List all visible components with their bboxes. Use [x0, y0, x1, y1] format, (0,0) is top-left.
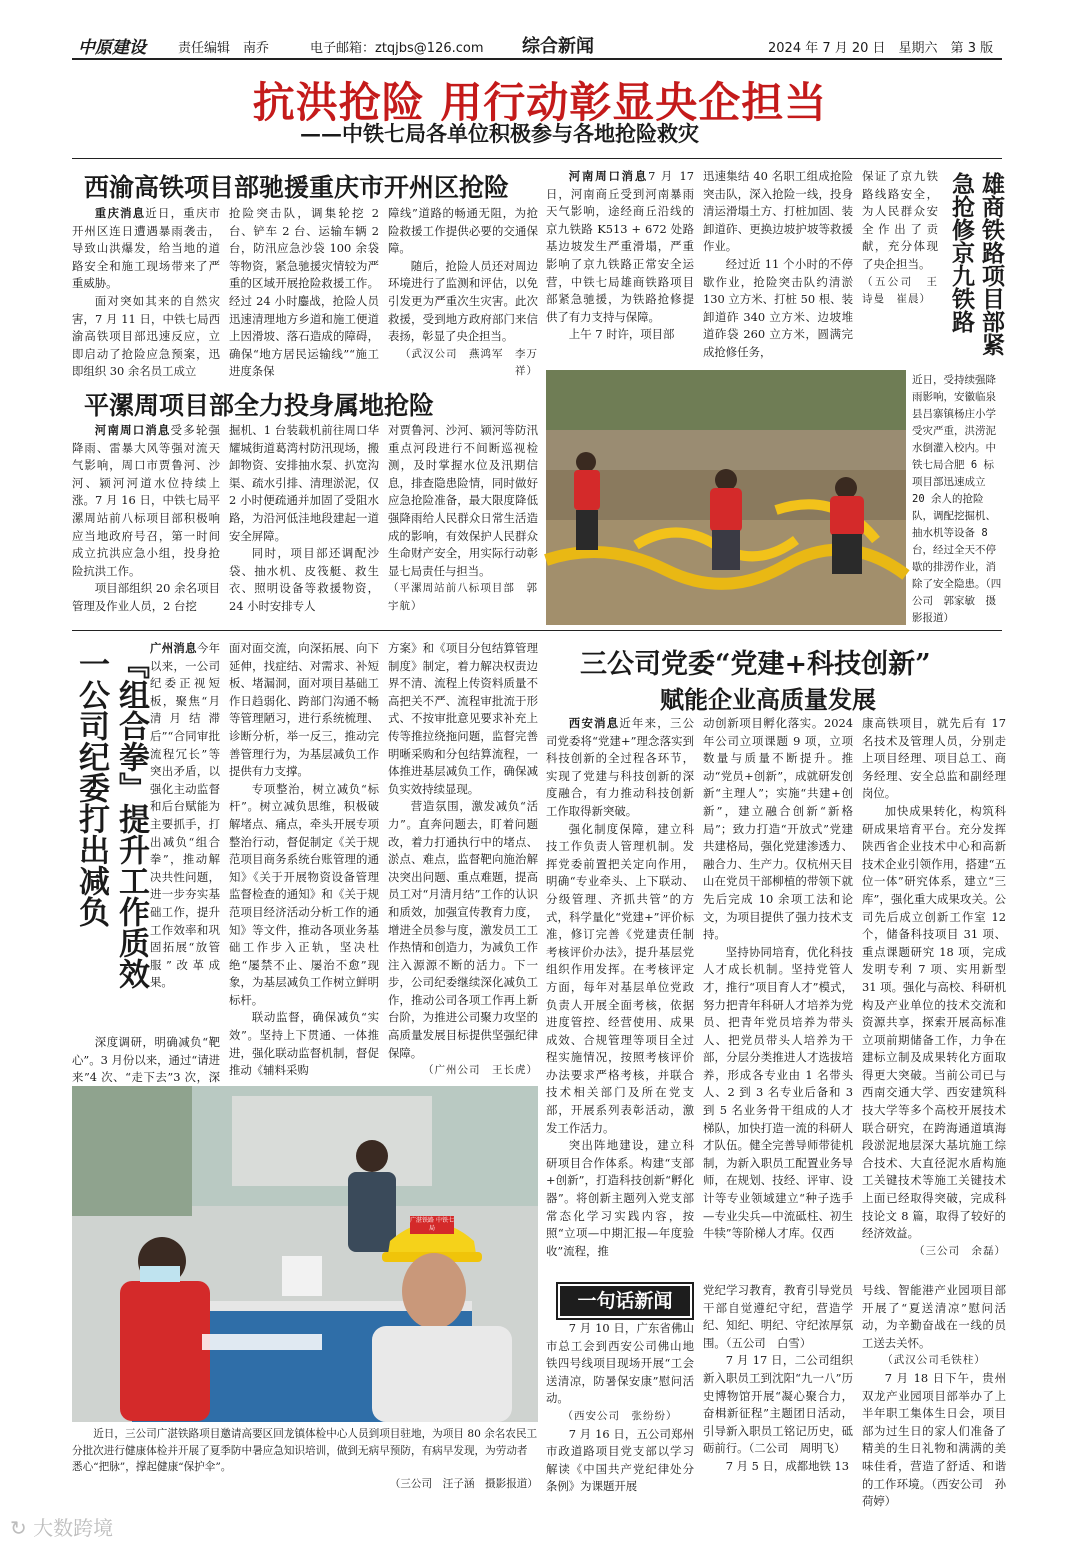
- lead-title: 抗洪抢险 用行动彰显央企担当: [252, 78, 828, 127]
- paragraph: 强化制度保障，建立科技工作负责人管理机制。发挥党委前置把关定向作用，明确“专业牵头、上下联动、分级管理、齐抓共管”的方式，科学量化“党建+”评价标准，修订完善《党建责任制考核评价办法》，提升基层党组织作用发挥。在考核评定方面，每年对基层单位党政负责人开展全面考核，依据进度管控、经营使用、成果成效、合规管理等项目全过程实施情况，按照考核评价办法要求严格考核，并联合技术相关部门及所在党支部，开展系列表彰活动，激发工作活力。: [546, 821, 694, 1135]
- paragraph: 对贾鲁河、沙河、颍河等防汛重点河段进行不间断巡视检测，及时掌握水位及汛期信息，排查隐患险情，同时做好应急抢险准备，最大限度降低强降雨给人民群众日常生活造成的影响，有效保护人民群众生命财产安全，用实际行动彰显七局责任与担当。: [388, 423, 538, 578]
- dateline: 河南周口消息: [94, 423, 171, 437]
- byline: （平漯周站前八标项目部 郭宇航）: [388, 582, 538, 612]
- paragraph: 联动监督，确保减负“实效”。坚持上下贯通、一体推进，强化联动监督机制，督促推动《辅料采购: [229, 1010, 379, 1078]
- story-guangzhou-col3: [388, 640, 538, 1080]
- watermark-text: 大数跨境: [33, 1516, 114, 1540]
- paragraph: 营造氛围，激发减负“活力”。直奔问题去，盯着问题改，着力打通执行中的堵点、淤点、难点，监督靶向施治解决突出问题、重点难题，提高员工对“月清月结”工作的认识和质效，加强宣传教育力度，增进全员参与度，激发员工工作热情和创造力，为减负工作注入源源不断的活力。下一步，公司纪委继续深化减负工作，推动公司各项工作再上新台阶，为推进公司聚力攻坚的高质量发展目标提供坚强纪律保障。: [388, 799, 538, 1060]
- paragraph: 障线”道路的畅通无阻，为抢险救援工作提供必要的交通保障。: [388, 206, 538, 256]
- byline: （武汉公司毛铁柱）: [882, 1354, 986, 1367]
- flood-rescue-photo: [546, 370, 906, 625]
- paragraph: 项目部组织 20 余名项目管理及作业人员，2 台挖: [72, 581, 220, 613]
- paragraph: 受多轮强降雨、雷暴大风等强对流天气影响，周口市贾鲁河、沙河、颍河河道水位持续上涨。7 月 16 日，中铁七局平漯周站前八标项目部积极响应当地政府号召，第一时间成立抗洪应急小组，投身抢险抗洪工作。: [72, 423, 220, 578]
- health-photo-credit: （三公司 汪子涵 摄影报道）: [389, 1478, 538, 1490]
- helmet-label: 广湛铁路 中铁七局: [410, 1217, 454, 1232]
- health-check-photo: [72, 1086, 538, 1422]
- paragraph: 7 月 10 日，广东省佛山市总工会到西安公司佛山地铁四号线项目现场开展“工会送清凉，防暑保安康”慰问活动。: [546, 1321, 694, 1406]
- header-rule: [72, 58, 1002, 60]
- paragraph: 面对突如其来的自然灾害，7 月 11 日，中铁七局西渝高铁项目部迅速反应，立即启动了抢险应急预案，迅即组织 30 余名员工成立: [72, 293, 220, 379]
- story-zhoukou-col1: [72, 422, 220, 622]
- news-brief-col3: [862, 1282, 1006, 1532]
- paragraph: 随后，抢险人员还对周边环境进行了监测和评估，以免引发更为严重次生灾害。此次救援，受到地方政府部门来信表扬，彰显了央企担当。: [388, 258, 538, 344]
- story-guangzhou-col1b: [72, 1034, 220, 1085]
- story-zhoukou-col3: [388, 422, 538, 627]
- paragraph: 突出阵地建设，建立科研项目合作体系。构建“支部+创新”，打造科技创新“孵化器”。将创新主题列入党支部常态化学习实践内容，按照“立项—中期汇报—年度验收”流程，推: [546, 1138, 694, 1258]
- dateline: 西安消息: [568, 716, 620, 730]
- mid-rule: [72, 630, 1002, 631]
- news-brief-col2: [703, 1282, 853, 1532]
- story-xiongshang-title: 雄商铁路项目部紧急抢修京九铁路: [948, 172, 1005, 356]
- paragraph: 同时，项目部还调配沙袋、抽水机、皮筏艇、救生衣、照明设备等救援物资，24 小时安排专人: [229, 546, 379, 613]
- story-sangongsi-title-line1: 三公司党委“党建+科技创新”: [580, 649, 931, 680]
- paragraph: 经过近 11 个小时的不停歇作业，抢险突击队约清淤 130 立方米、打桩 50 根、装卸道砟 340 立方米、边坡堆道砟袋 260 立方米，圆满完成抢修任务，: [703, 256, 853, 359]
- story-guangzhou-title-line2: 一公司纪委打出减负: [73, 648, 109, 927]
- paragraph: 方案》和《项目分包结算管理制度》制定，着力解决权责边界不清、流程上传资料质量不高把关不严、流程审批流于形式、不按审批意见要求补充上传等推拉绕拖问题，监督完善明晰采购和分包结算流程，一体推进基层减负工作，确保减负实效持续显现。: [388, 641, 538, 796]
- byline: （五公司 王诗曼 崔晨）: [862, 275, 938, 306]
- story-xiongshang-col3: [862, 168, 938, 363]
- flood-photo-illustration: [546, 370, 906, 625]
- paragraph: 迅速集结 40 名职工组成抢险突击队，深入抢险一线，投身清运滑塌土方、打桩加固、装卸道砟、更换边坡护坡等救援作业。: [703, 169, 853, 254]
- paragraph: 7 月 5 日，成都地铁 13: [725, 1458, 850, 1473]
- paragraph: 坚持协同培育，优化科技人才成长机制。坚持党管人才，推行“项目育人才”模式，努力把青年科研人才培养为党员、把青年党员培养为带头人、把党员带头人培养为干部，分层分类推进人才选拔培养，形成各专业由 1 名带头人、2 到 3 名专业后备和 3 到 5 名业务骨干组成的人才梯队，加快打造一流的科研人才队伍。健全完善导师带徒机制，为新入职员工配置业务导师，在规划、技经、评审、设计等专业领域建立“种子选手—专业尖兵—中流砥柱、初生牛犊”等阶梯人才库。仅西: [703, 944, 853, 1241]
- health-photo-caption: 近日，三公司广湛铁路项目邀请高要区回龙镇体检中心人员到项目驻地，为项目 80 余名农民工分批次进行健康体检并开展了夏季防中暑应急知识培训，做到无病早预防，有病早发现，为劳动者悉心“把脉”，撑起健康“保护伞”。: [72, 1428, 538, 1473]
- dateline: 河南周口消息: [568, 169, 649, 183]
- paragraph: 专项整治，树立减负“标杆”。树立减负思维，积极破解堵点、痛点，牵头开展专项整治行动，督促制定《关于规范项目商务系统台账管理的通知》《关于开展物资设备管理监督检查的通知》和《关于规范项目经济活动分析工作的通知》等文件，推动各项业务基础工作步入正轨，坚决杜绝“屡禁不止、屡治不愈”现象，为基层减负工作树立鲜明标杆。: [229, 781, 379, 1007]
- paragraph: 7 月 17 日，河南商丘受到河南暴雨天气影响，途经商丘沿线的京九铁路 K513 + 672 处路基边坡发生严重滑塌，严重影响了京九铁路正常安全运营，中铁七局雄商铁路项目部紧急驰援，为铁路抢修提供了有力支持与保障。: [546, 169, 694, 324]
- byline: （西安公司 张纷纷）: [562, 1409, 678, 1422]
- story-sangongsi-col1: [546, 715, 694, 1275]
- paragraph: 加快成果转化，构筑科研成果培育平台。充分发挥陕西省企业技术中心和高新技术企业引领作用，搭建“五位一体”研究体系，建立“三库”，强化重大成果攻关。公司先后成立创新工作室 12 个，储备科技项目 31 项、重点课题研究 18 项，完成发明专利 7 项、实用新型 31 项。强化与高校、科研机构及产业单位的技术交流和资源共享，探索开展高标准立项前期储备工作，力争在建标立制及成果转化方面取得更大突破。当前公司已与西南交通大学、西安建筑科技大学等多个高校开展技术联合研究，在跨海通道填海段淤泥地层深大基坑施工综合技术、大直径泥水盾构施工关键技术等施工关键技术上面已经取得突破，完成科技论文 8 篇，取得了较好的经济效益。: [862, 803, 1006, 1241]
- flood-photo-caption: 近日，受持续强降雨影响，安徽临泉县吕寨镇杨庄小学受灾严重，洪涝泥水倒灌入校内。中铁七局合肥 6 标项目部迅速成立 20 余人的抢险队，调配挖掘机、抽水机等设备 8 台，经过全天不停歇的排涝作业，消除了安全隐患。（四公司 郭家敏 摄影报道）: [912, 374, 1002, 624]
- paragraph: 党纪学习教育，教育引导党员干部自觉遵纪守纪，营造学纪、知纪、明纪、守纪浓厚氛围。（五公司 白雪）: [703, 1283, 853, 1350]
- email-line: 电子邮箱：ztqjbs@126.com: [310, 41, 484, 56]
- lead-subtitle: ——中铁七局各单位积极参与各地抢险救灾: [300, 121, 699, 146]
- news-brief-banner: [556, 1282, 694, 1320]
- story-xiongshang-col1: [546, 168, 694, 358]
- story-sangongsi-title-line2: 赋能企业高质量发展: [660, 685, 876, 714]
- news-brief-col1: [546, 1320, 694, 1535]
- story-zhoukou-title: 平漯周项目部全力投身属地抢险: [84, 391, 435, 420]
- paragraph: 号线、智能港产业园项目部开展了“夏送清凉”慰问活动，为辛勤奋战在一线的员工送去关怀。: [862, 1283, 1006, 1350]
- news-brief-title: 一句话新闻: [577, 1290, 673, 1312]
- paragraph: 近年来，三公司党委将“党建+”理念落实到科技创新的全过程各环节，实现了党建与科技创新的深度融合，有力推动科技创新工作取得新突破。: [546, 716, 694, 818]
- paragraph: 康高铁项目，就先后有 17 名技术及管理人员，分别走上项目经理、项目总工、商务经理、安全总监和副经理岗位。: [862, 716, 1006, 801]
- paragraph: 掘机、1 台装载机前往周口华耀城街道葛湾村防汛现场，搬卸物资、安排抽水泵、扒宽沟渠、疏水引排、清理淤泥，仅 2 小时便疏通并加固了受阻水路，为沿河低洼地段建起一道安全屏障。: [229, 423, 379, 543]
- story-xiongshang-col2: [703, 168, 853, 358]
- byline: （广州公司 王长虎）: [423, 1064, 538, 1077]
- watermark-logo: [10, 1512, 113, 1541]
- story-chongqing-col1: [72, 205, 220, 379]
- story-chongqing-col2: [229, 205, 379, 379]
- story-guangzhou-col1: [150, 640, 220, 1020]
- story-chongqing-col3: [388, 205, 538, 378]
- paragraph: 保证了京九铁路线路安全，为人民群众安全作出了贡献，充分体现了央企担当。: [862, 169, 938, 271]
- story-sangongsi-col2: [703, 715, 853, 1280]
- story-zhoukou-col2: [229, 422, 379, 622]
- story-sangongsi-col3: [862, 715, 1006, 1270]
- paragraph: 深度调研，明确减负“靶心”。3 月份以来，通过“请进来”4 次、“走下去”3 次，深: [72, 1035, 220, 1085]
- byline: （三公司 余磊）: [914, 1244, 1006, 1257]
- paragraph: 近日，重庆市开州区连日遭遇暴雨袭击，导致山洪爆发，给当地的道路安全和施工现场带来了严重威胁。: [72, 206, 220, 291]
- dateline: 重庆消息: [94, 206, 146, 220]
- story-guangzhou-col2: [229, 640, 379, 1080]
- paragraph: 上午 7 时许，项目部: [568, 327, 675, 342]
- paragraph: 7 月 18 日下午，贵州双龙产业园项目部举办了上半年职工集体生日会，项目部为过生日的家人们准备了精美的生日礼物和满满的美味佳肴，营造了舒适、和谐的工作环境。（西安公司 孙荷婷）: [862, 1370, 1006, 1509]
- lead-rule: [72, 158, 1002, 159]
- paragraph: 7 月 17 日，二公司组织新入职员工到沈阳“九一八”历史博物馆开展“凝心聚合力，奋楫新征程”主题团日活动，引导新入职员工铭记历史，砥砺前行。（二公司 周明飞）: [703, 1353, 853, 1456]
- byline: （武汉公司 燕鸿军 李万祥）: [400, 347, 538, 378]
- section-name: 综合新闻: [522, 36, 594, 57]
- paragraph: 面对面交流，向深拓展、向下延伸，找症结、对需求、补短板、堵漏洞，面对项目基础工作日趋弱化、跨部门沟通不畅等管理陋习，进行系统梳理、诊断分析，举一反三，推动完善管理行为，为基层减负工作提供有力支撑。: [229, 641, 379, 779]
- paragraph: 今年以来，一公司纪委正视短板，聚焦“月清月结滞后”“合同审批流程冗长”等突出矛盾，以强化主动监督和后台赋能为主要抓手，打出减负“组合拳”，推动解决共性问题，进一步夯实基础工作，提升工作效率和巩固拓展“放管服”改革成果。: [150, 641, 220, 990]
- story-guangzhou-title-line1: 『组合拳』提升工作质效: [113, 648, 149, 989]
- dateline: 广州消息: [150, 641, 197, 655]
- health-photo-illustration: [72, 1086, 538, 1422]
- editor-line: 责任编辑 南乔: [178, 41, 270, 56]
- watermark-icon: ↻: [10, 1516, 27, 1540]
- paragraph: 7 月 16 日，五公司郑州市政道路项目党支部以学习解读《中国共产党纪律处分条例》为课题开展: [546, 1426, 694, 1494]
- paragraph: 抢险突击队，调集轮挖 2 台、铲车 2 台、运输车辆 2 台，防汛应急沙袋 100 余袋等物资，紧急驰援灾情较为严重的区域开展抢险救援工作。经过 24 小时鏖战，抢险人员迅速清理地方乡道和施工便道上因滑坡、落石造成的障碍，确保“地方居民运输线”“施工进度条保: [229, 206, 379, 379]
- story-chongqing-title: 西渝高铁项目部驰援重庆市开州区抢险: [84, 173, 510, 202]
- masthead: 中原建设: [78, 38, 146, 58]
- paragraph: 动创新项目孵化落实。2024 年公司立项课题 9 项，立项数量与质量不断提升。推动“党员+创新”，成就研发创新“主理人”；实施“共建+创新”，建立融合创新“新格局”；致力打造“开放式”党建共建格局，强化党建渗透力、融合力、生产力。仅杭州天目山在党员干部柳植的带领下就先后完成 10 余项工法和论文，为项目提供了强力技术支持。: [703, 716, 853, 942]
- issue-date: 2024 年 7 月 20 日 星期六 第 3 版: [768, 41, 994, 56]
